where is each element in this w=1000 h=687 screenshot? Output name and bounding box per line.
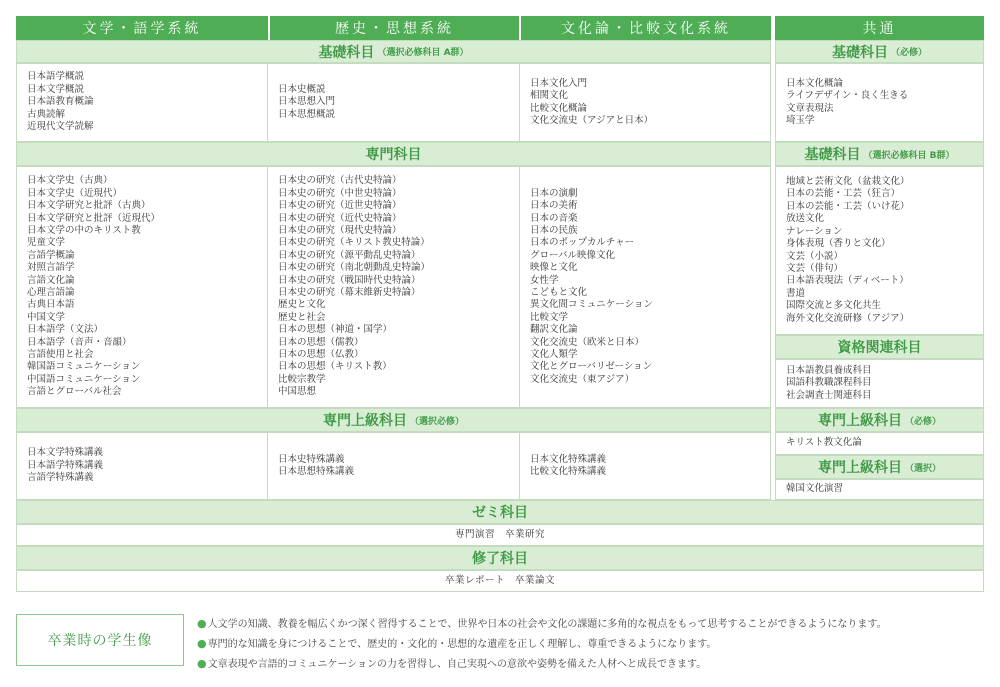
list-item: 文芸（俳句） [786, 262, 844, 274]
list-item: 韓国語コミュニケーション [27, 361, 141, 373]
list-item: 埼玉学 [786, 114, 815, 126]
header-culture: 文化論・比較文化系統 [520, 16, 771, 40]
bullet-icon: ● [197, 617, 207, 630]
list-item: 韓国文化演習 [786, 483, 844, 495]
list-item: 対照言語学 [27, 262, 75, 274]
list-item: 中国語コミュニケーション [27, 373, 141, 385]
cell-jokyu-hist [267, 432, 520, 500]
graduate-point-text: 人文学の知識、教養を幅広くかつ深く習得することで、世界や日本の社会や文化の課題に多角的な視点をもって思考することができるようになります。 [207, 619, 887, 630]
list-item: 社会調査士関連科目 [786, 389, 872, 401]
band-shikaku [775, 335, 984, 359]
list-item: 日本史の研究（南北朝動乱史特論） [278, 262, 431, 274]
list-item: 日本のポップカルチャー [530, 237, 635, 249]
list-item: 文化とグローバリゼーション [530, 361, 653, 373]
list-item: 日本の民族 [530, 224, 578, 236]
list-item: 日本語学（文法） [27, 324, 104, 336]
list-item: 日本語表現法（ディベート） [786, 275, 909, 287]
graduate-point-text: 専門的な知識を身につけることで、歴史的・文化的・思想的な遺産を正しく理解し、尊重できるようになります。 [207, 639, 717, 650]
band-jokyu-sentaku-title: 専門上級科目 [817, 460, 902, 476]
list-item: ナレーション [786, 225, 843, 237]
list-item: 比較文学 [530, 311, 569, 323]
list-item: 日本の思想（神道・国学） [278, 324, 393, 336]
band-shuryo-title: 修了科目 [472, 551, 528, 567]
list-item: 日本の演劇 [530, 187, 578, 199]
list-item: 日本史の研究（キリスト教史特論） [278, 237, 430, 249]
band-kiso-b-title: 基礎科目 [804, 147, 861, 163]
list-item: 翻訳文化論 [530, 324, 578, 336]
list-item: 比較文化概論 [530, 102, 588, 114]
list-item: 日本文化入門 [530, 77, 588, 89]
band-senmon [16, 142, 771, 166]
list-item: 日本の美術 [530, 200, 578, 212]
list-item: 身体表現（香りと文化） [786, 238, 891, 250]
list-item: 国語科教職課程科目 [786, 377, 872, 389]
list-item: 文芸（小説） [786, 250, 844, 262]
list-item: 日本文学概説 [27, 83, 85, 95]
list-item: 日本思想概説 [278, 108, 336, 120]
cell-kiso-lit [16, 63, 268, 142]
list-item: 日本の芸能・工芸（いけ花） [786, 200, 910, 212]
list-item: 日本の芸能・工芸（狂言） [786, 188, 901, 200]
list-item: 日本の思想（儒教） [278, 336, 364, 348]
graduate-point-2 [197, 635, 716, 650]
band-kiso-common-note: （必修） [890, 48, 927, 58]
band-zemi [16, 500, 984, 524]
list-item: 日本文学の中のキリスト教 [27, 224, 141, 236]
list-item: ライフデザイン・良く生きる [786, 90, 909, 102]
list-item: 近現代文学読解 [27, 121, 94, 133]
band-jokyu-common-note: （必修） [904, 416, 941, 427]
band-kiso [16, 40, 771, 63]
list-item: 日本の思想（仏教） [278, 349, 364, 361]
cell-kiso-cult [519, 63, 771, 142]
band-kiso-common-title: 基礎科目 [831, 44, 888, 61]
list-item: 日本文化概論 [786, 77, 844, 89]
band-jokyu-common-title: 専門上級科目 [817, 413, 902, 429]
cell-zemi [16, 524, 984, 546]
cell-kiso-common [775, 63, 984, 142]
list-item: 女性学 [530, 274, 559, 286]
list-item: 日本史の研究（古代史特論） [278, 175, 402, 187]
list-item: 日本史の研究（近世史特論） [278, 200, 402, 212]
list-item: 心理言語論 [27, 287, 75, 298]
graduate-point-text: 文章表現や言語的コミュニケーションの力を習得し、自己実現への意欲や姿勢を備えた人材へと成長できます。 [207, 659, 707, 670]
list-item: 日本語学概説 [27, 71, 85, 83]
list-item: キリスト教文化論 [786, 437, 862, 449]
list-item: 日本史の研究（幕末維新史特論） [278, 287, 421, 298]
band-jokyu-common [775, 408, 984, 432]
list-item: 日本の音楽 [530, 212, 578, 224]
cell-jokyu-lit [16, 432, 268, 500]
cell-shikaku [775, 359, 984, 408]
cell-shuryo [16, 570, 984, 592]
list-item: 日本語教育概論 [27, 96, 94, 108]
list-item: 日本思想特殊講義 [278, 466, 355, 477]
list-item: 比較宗教学 [278, 373, 326, 385]
list-item: 言語文化論 [27, 274, 75, 286]
list-item: 日本文学史（近現代） [27, 187, 123, 199]
list-item: 日本史の研究（中世史特論） [278, 187, 402, 199]
list-item: 相関文化 [530, 90, 569, 102]
list-item: 日本語学特殊講義 [27, 459, 104, 471]
band-kiso-note: （選択必修科目 A群） [377, 48, 469, 58]
list-item: 卒業論文 [515, 574, 556, 586]
cell-jokyu-cult [519, 432, 771, 500]
list-item: 卒業レポート [444, 574, 505, 586]
list-item: 言語使用と社会 [27, 349, 94, 361]
cell-jokyu-common [775, 432, 984, 455]
band-senmon-title: 専門科目 [365, 147, 422, 163]
band-shikaku-title: 資格関連科目 [837, 340, 922, 356]
band-jokyu-title: 専門上級科目 [322, 413, 407, 429]
list-item: 海外文化交流研修（アジア） [786, 312, 910, 324]
list-item: 古典日本語 [27, 299, 75, 311]
list-item: 言語とグローバル社会 [27, 386, 122, 398]
list-item: 日本語学（音声・音韻） [27, 336, 132, 348]
band-shuryo [16, 546, 984, 570]
list-item: 専門演習 [454, 528, 495, 540]
list-item: 異文化間コミュニケーション [530, 299, 653, 311]
bullet-icon: ● [197, 657, 207, 670]
list-item: 歴史と文化 [278, 299, 326, 311]
band-zemi-title: ゼミ科目 [472, 505, 528, 521]
list-item: 日本文学史（古典） [27, 175, 113, 187]
list-item: 日本史の研究（源平動乱史特論） [278, 249, 421, 261]
cell-senmon-lit [16, 166, 268, 408]
list-item: 中国思想 [278, 386, 317, 398]
band-kiso-b [775, 142, 984, 166]
band-jokyu [16, 408, 771, 432]
list-item: 言語学特殊講義 [27, 472, 94, 484]
list-item: 放送文化 [786, 213, 825, 225]
header-common: 共通 [775, 16, 984, 40]
list-item: 日本史の研究（現代史特論） [278, 224, 402, 236]
bullet-icon: ● [197, 637, 207, 650]
list-item: 書道 [786, 287, 806, 299]
graduate-point-3 [197, 655, 706, 670]
list-item: 日本史概説 [278, 83, 326, 95]
list-item: 文化交流史（欧米と日本） [530, 336, 645, 348]
header-literature: 文学・語学系統 [16, 16, 268, 40]
list-item: 文化交流史（東アジア） [530, 373, 635, 385]
list-item: 日本文学研究と批評（古典） [27, 200, 151, 212]
graduate-label-box: 卒業時の学生像 [16, 614, 184, 666]
list-item: 卒業研究 [505, 528, 546, 540]
list-item: 日本の思想（キリスト教） [278, 361, 392, 373]
list-item: 日本語教員養成科目 [786, 364, 872, 376]
list-item: 日本文化特殊講義 [530, 453, 607, 465]
list-item: 日本史の研究（戦国時代史特論） [278, 274, 421, 286]
list-item: グローバル映像文化 [530, 249, 616, 261]
graduate-point-1 [197, 615, 887, 630]
list-item: 映像と文化 [530, 262, 578, 274]
cell-senmon-cult [519, 166, 771, 408]
cell-senmon-hist [267, 166, 520, 408]
list-item: 中国文学 [27, 311, 66, 323]
band-jokyu-note: （選択必修） [409, 416, 464, 427]
band-kiso-title: 基礎科目 [318, 44, 375, 61]
header-history: 歴史・思想系統 [269, 16, 519, 40]
cell-kiso-hist [267, 63, 520, 142]
list-item: 文化人類学 [530, 349, 578, 361]
list-item: 日本文学研究と批評（近現代） [27, 212, 161, 224]
list-item: 言語学概論 [27, 249, 75, 261]
list-item: 地域と芸術文化（盆栽文化） [786, 176, 910, 188]
band-kiso-b-note: （選択必修科目 B群） [863, 150, 955, 161]
band-jokyu-sentaku [775, 455, 984, 479]
cell-kiso-b [775, 166, 984, 335]
list-item: 日本文学特殊講義 [27, 447, 104, 459]
list-item: 日本史特殊講義 [278, 453, 345, 465]
list-item: 国際交流と多文化共生 [786, 300, 882, 312]
cell-jokyu-sentaku [775, 479, 984, 500]
list-item: 歴史と社会 [278, 311, 326, 323]
band-jokyu-sentaku-note: （選択） [904, 463, 941, 474]
list-item: 文章表現法 [786, 102, 834, 114]
list-item: 比較文化特殊講義 [530, 466, 607, 477]
list-item: 日本思想入門 [278, 96, 336, 108]
list-item: 児童文学 [27, 237, 66, 249]
list-item: 文化交流史（アジアと日本） [530, 114, 654, 126]
list-item: 日本史の研究（近代史特論） [278, 212, 402, 224]
list-item: こどもと文化 [530, 287, 588, 298]
list-item: 古典読解 [27, 108, 66, 120]
band-kiso-common [775, 40, 984, 63]
